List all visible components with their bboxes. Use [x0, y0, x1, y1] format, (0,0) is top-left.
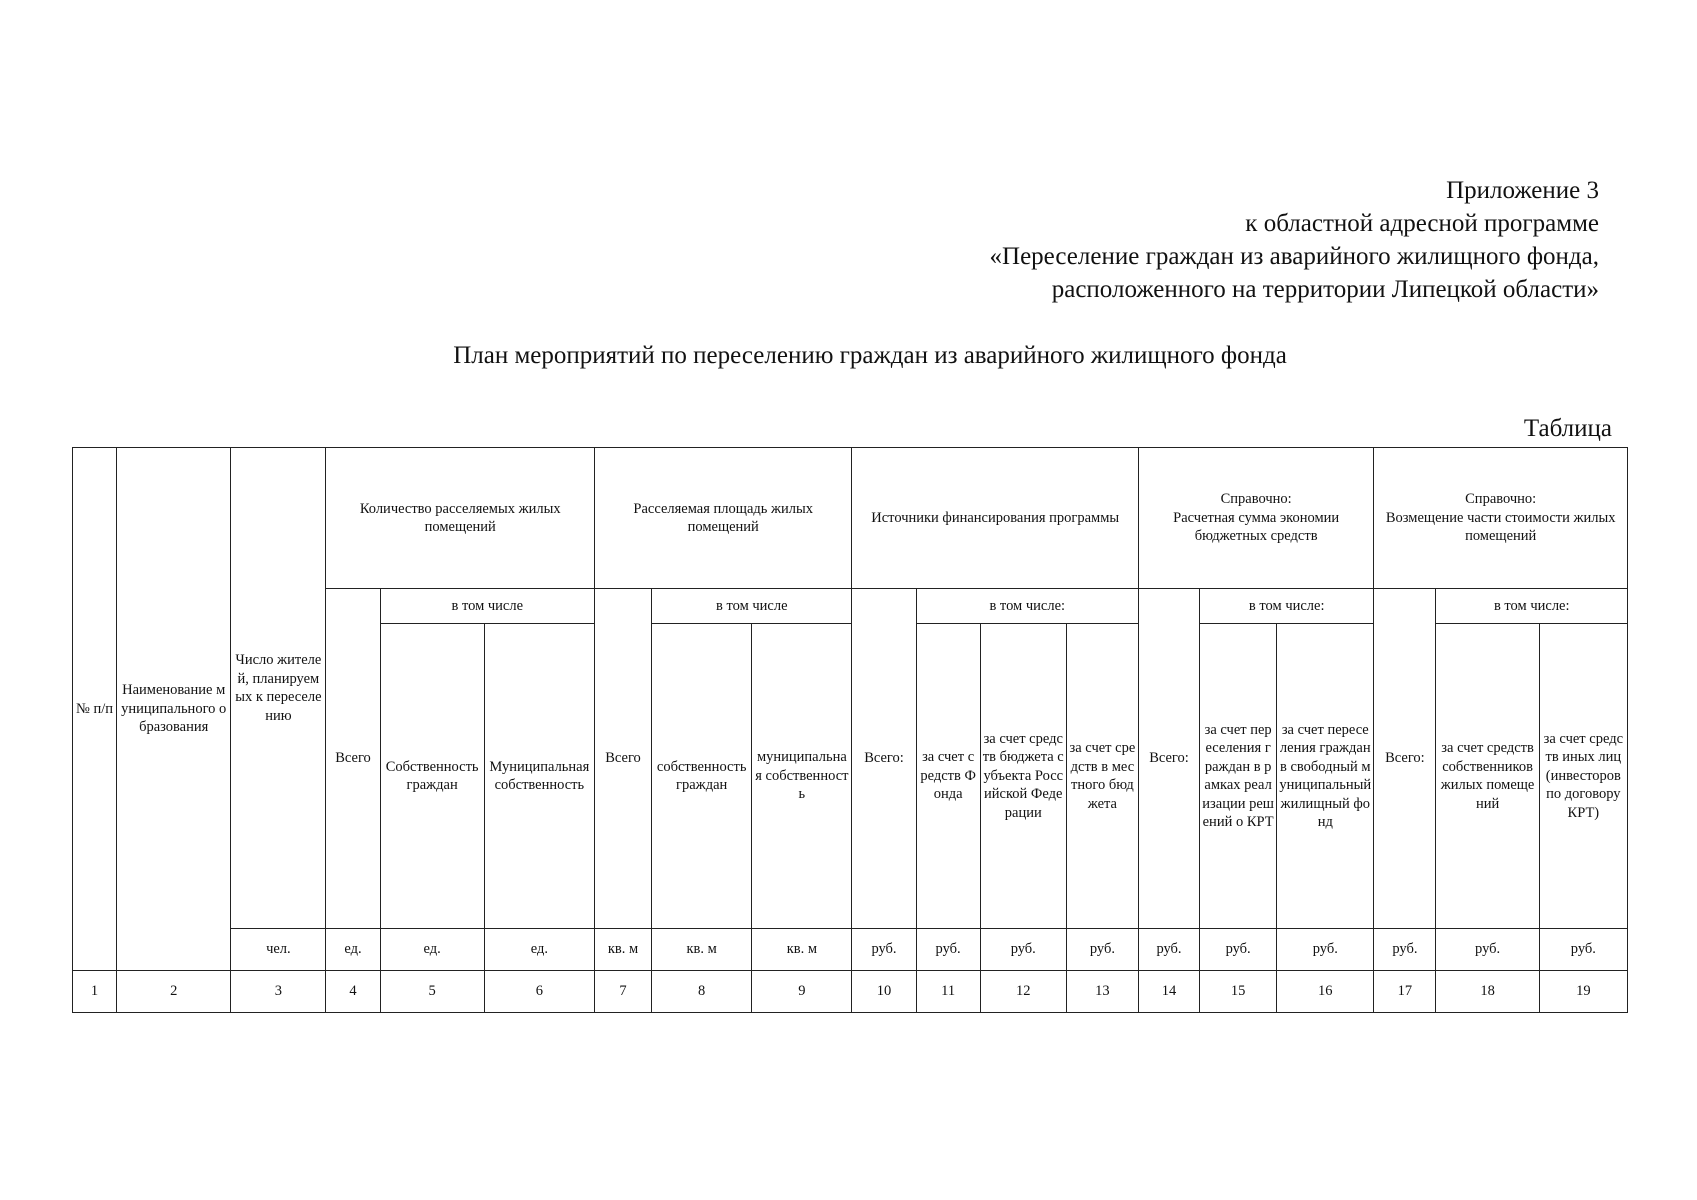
reimbursement-note-text: Возмещение части стоимости жилых помещений: [1385, 509, 1616, 545]
unit-cell: ед.: [326, 929, 380, 971]
table-caption: Таблица: [1523, 415, 1612, 442]
column-number: 1: [73, 971, 117, 1013]
header-s-subject: за счет средств бюджета субъекта Российской Федерации: [980, 624, 1066, 929]
unit-cell: руб.: [1066, 929, 1138, 971]
unit-cell: руб.: [1436, 929, 1539, 971]
column-number: 16: [1277, 971, 1374, 1013]
column-number: 6: [484, 971, 594, 1013]
header-r-total: Всего:: [1374, 589, 1436, 929]
unit-cell: ед.: [484, 929, 594, 971]
header-group-area: Расселяемая площадь жилых помещений: [594, 448, 851, 589]
header-municipality: Наименование муниципального образования: [117, 448, 231, 971]
header-s-fund: за счет средств Фонда: [916, 624, 980, 929]
header-r-other: за счет средств иных лиц (инвесторов по договору КРТ): [1539, 624, 1627, 929]
column-number: 18: [1436, 971, 1539, 1013]
appendix-line-2: к областной адресной программе: [1245, 210, 1599, 237]
header-group-sources: Источники финансирования программы: [852, 448, 1139, 589]
header-group-reimbursement: [1374, 448, 1628, 589]
plan-table: [72, 447, 1628, 1013]
header-q-incl: в том числе: [380, 589, 594, 624]
column-number: 3: [231, 971, 326, 1013]
column-number: 2: [117, 971, 231, 1013]
unit-cell: руб.: [1138, 929, 1199, 971]
column-number: 19: [1539, 971, 1627, 1013]
unit-cell: руб.: [1539, 929, 1627, 971]
column-number: 13: [1066, 971, 1138, 1013]
column-number: 14: [1138, 971, 1199, 1013]
header-a-owner: собственность граждан: [652, 624, 752, 929]
document-title: План мероприятий по переселению граждан из аварийного жилищного фонда: [453, 342, 1287, 369]
header-a-municipal: муниципальная собственность: [752, 624, 852, 929]
column-number: 11: [916, 971, 980, 1013]
column-number: 15: [1200, 971, 1277, 1013]
appendix-line-1: Приложение 3: [1446, 177, 1599, 204]
column-number: 5: [380, 971, 484, 1013]
header-group-economy: [1138, 448, 1373, 589]
unit-cell: руб.: [852, 929, 916, 971]
economy-note-label: Справочно:: [1220, 491, 1292, 508]
column-number: 12: [980, 971, 1066, 1013]
unit-cell: руб.: [916, 929, 980, 971]
column-number-row: [73, 971, 1628, 1013]
header-q-total: Всего: [326, 589, 380, 929]
header-r-owners: за счет средств собственников жилых помещений: [1436, 624, 1539, 929]
header-group-quantity: Количество расселяемых жилых помещений: [326, 448, 595, 589]
column-number: 17: [1374, 971, 1436, 1013]
unit-cell: ед.: [380, 929, 484, 971]
header-r-incl: в том числе:: [1436, 589, 1628, 624]
unit-cell: руб.: [1277, 929, 1374, 971]
appendix-line-4: расположенного на территории Липецкой области»: [1051, 276, 1599, 303]
economy-note-text: Расчетная сумма экономии бюджетных средств: [1173, 509, 1340, 545]
unit-cell: кв. м: [594, 929, 651, 971]
reimbursement-note-label: Справочно:: [1465, 491, 1537, 508]
header-s-total: Всего:: [852, 589, 916, 929]
column-number: 4: [326, 971, 380, 1013]
header-s-local: за счет средств в местного бюджета: [1066, 624, 1138, 929]
header-e-incl: в том числе:: [1200, 589, 1374, 624]
header-residents: Число жителей, планируемых к переселению: [231, 448, 326, 929]
column-number: 7: [594, 971, 651, 1013]
header-a-total: Всего: [594, 589, 651, 929]
header-a-incl: в том числе: [652, 589, 852, 624]
appendix-line-3: «Переселение граждан из аварийного жилищного фонда,: [989, 243, 1599, 270]
column-number: 9: [752, 971, 852, 1013]
unit-cell: кв. м: [652, 929, 752, 971]
header-row-groups: [73, 448, 1628, 589]
header-q-owner: Собственность граждан: [380, 624, 484, 929]
header-row-units: [73, 929, 1628, 971]
header-e-free: за счет переселения граждан в свободный муниципальный жилищный фонд: [1277, 624, 1374, 929]
unit-cell: руб.: [1374, 929, 1436, 971]
unit-cell: кв. м: [752, 929, 852, 971]
column-number: 10: [852, 971, 916, 1013]
unit-cell: руб.: [1200, 929, 1277, 971]
appendix-header: [990, 174, 1599, 306]
unit-cell: руб.: [980, 929, 1066, 971]
header-q-municipal: Муниципальная собственность: [484, 624, 594, 929]
header-num: № п/п: [73, 448, 117, 971]
header-e-total: Всего:: [1138, 589, 1199, 929]
unit-cell: чел.: [231, 929, 326, 971]
header-e-krt: за счет переселения граждан в рамках реализации решений о КРТ: [1200, 624, 1277, 929]
column-number: 8: [652, 971, 752, 1013]
header-s-incl: в том числе:: [916, 589, 1138, 624]
